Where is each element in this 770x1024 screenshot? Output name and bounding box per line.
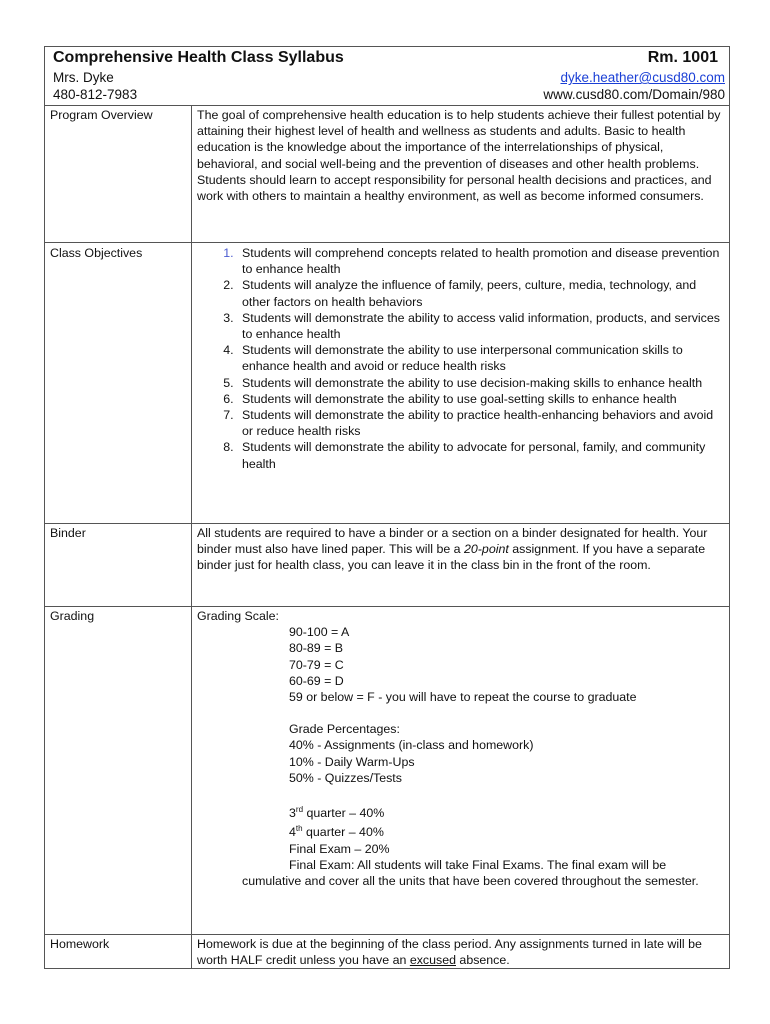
grade-percentage-item: 10% - Daily Warm-Ups (289, 754, 415, 769)
email-link[interactable]: dyke.heather@cusd80.com (560, 70, 725, 85)
grade-percentage-item: 40% - Assignments (in-class and homework) (289, 738, 534, 753)
grade-percentages-heading: Grade Percentages: (289, 722, 400, 737)
binder-row (45, 524, 730, 607)
syllabus-page (44, 46, 730, 969)
grading-label: Grading (45, 607, 192, 935)
header-row (45, 47, 730, 106)
objective-item: 4. Students will demonstrate the ability to use interpersonal communication skills to enhance health and avoid or reduce health risks (237, 342, 724, 374)
objective-item: 1. Students will comprehend concepts related to health promotion and disease prevention to enhance health (237, 245, 724, 277)
final-exam-weight: Final Exam – 20% (289, 841, 390, 856)
grading-row (45, 607, 730, 935)
syllabus-table (44, 46, 730, 969)
binder-text: All students are required to have a binder or a section on a binder designated for health. Your binder must also have lined paper. This will be a 20-point assignment. If you have a separate binder just for health class, you can leave it in the class bin in the front of the room. (197, 526, 708, 573)
homework-label: Homework (45, 935, 192, 969)
grade-scale-item: 60-69 = D (289, 673, 344, 688)
binder-points: 20-point (464, 542, 509, 557)
final-exam-note: Final Exam: All students will take Final Exams. The final exam will be (289, 857, 667, 872)
objective-item: 6. Students will demonstrate the ability to use goal-setting skills to enhance health (237, 391, 724, 407)
objective-item: 2. Students will analyze the influence of family, peers, culture, media, technology, and other factors on health behaviors (237, 277, 724, 309)
homework-text: Homework is due at the beginning of the class period. Any assignments turned in late will be worth HALF credit unless you have an excused absence. (197, 937, 702, 968)
objective-item: 8. Students will demonstrate the ability to advocate for personal, family, and community health (237, 439, 724, 471)
excused-word: excused (409, 953, 456, 968)
program-overview-label: Program Overview (45, 106, 192, 243)
objectives-list (197, 245, 724, 472)
grade-scale-item: 59 or below = F - you will have to repeat the course to graduate (289, 690, 637, 705)
objective-item: 5. Students will demonstrate the ability to use decision-making skills to enhance health (237, 375, 724, 391)
grading-scale-heading: Grading Scale: (197, 609, 279, 623)
objective-item: 7. Students will demonstrate the ability to practice health-enhancing behaviors and avoid or reduce health risks (237, 407, 724, 439)
teacher-phone: 480-812-7983 (53, 87, 138, 102)
fourth-quarter-weight: 4th quarter – 40% (289, 824, 384, 840)
grade-scale-item: 70-79 = C (289, 657, 344, 672)
final-exam-note-cont: cumulative and cover all the units that have been covered throughout the semester. (242, 874, 699, 889)
program-overview-text: The goal of comprehensive health education is to help students achieve their fullest potential by attaining their highest level of health and wellness as students and adults. Basic to health education is the knowledge about the importance of the interrelationships of physical, behavioral, and social well-being and the prevention of diseases and other health problems. Students should learn to accept responsibility for personal health decisions and practices, and work with others to maintain a healthy environment, as well as become informed consumers. (197, 108, 721, 204)
program-overview-row (45, 106, 730, 243)
grade-percentage-item: 50% - Quizzes/Tests (289, 770, 402, 785)
binder-label: Binder (45, 524, 192, 607)
objective-item: 3. Students will demonstrate the ability to access valid information, products, and services to enhance health (237, 310, 724, 342)
third-quarter-weight: 3rd quarter – 40% (289, 805, 385, 821)
grade-scale-item: 80-89 = B (289, 641, 344, 656)
class-objectives-label: Class Objectives (45, 243, 192, 524)
teacher-name: Mrs. Dyke (53, 70, 114, 85)
homework-row (45, 935, 730, 969)
class-objectives-row (45, 243, 730, 524)
room-number: Rm. 1001 (647, 49, 718, 66)
website-url: www.cusd80.com/Domain/980 (543, 87, 725, 102)
syllabus-title: Comprehensive Health Class Syllabus (53, 49, 344, 66)
grade-scale-item: 90-100 = A (289, 625, 350, 640)
